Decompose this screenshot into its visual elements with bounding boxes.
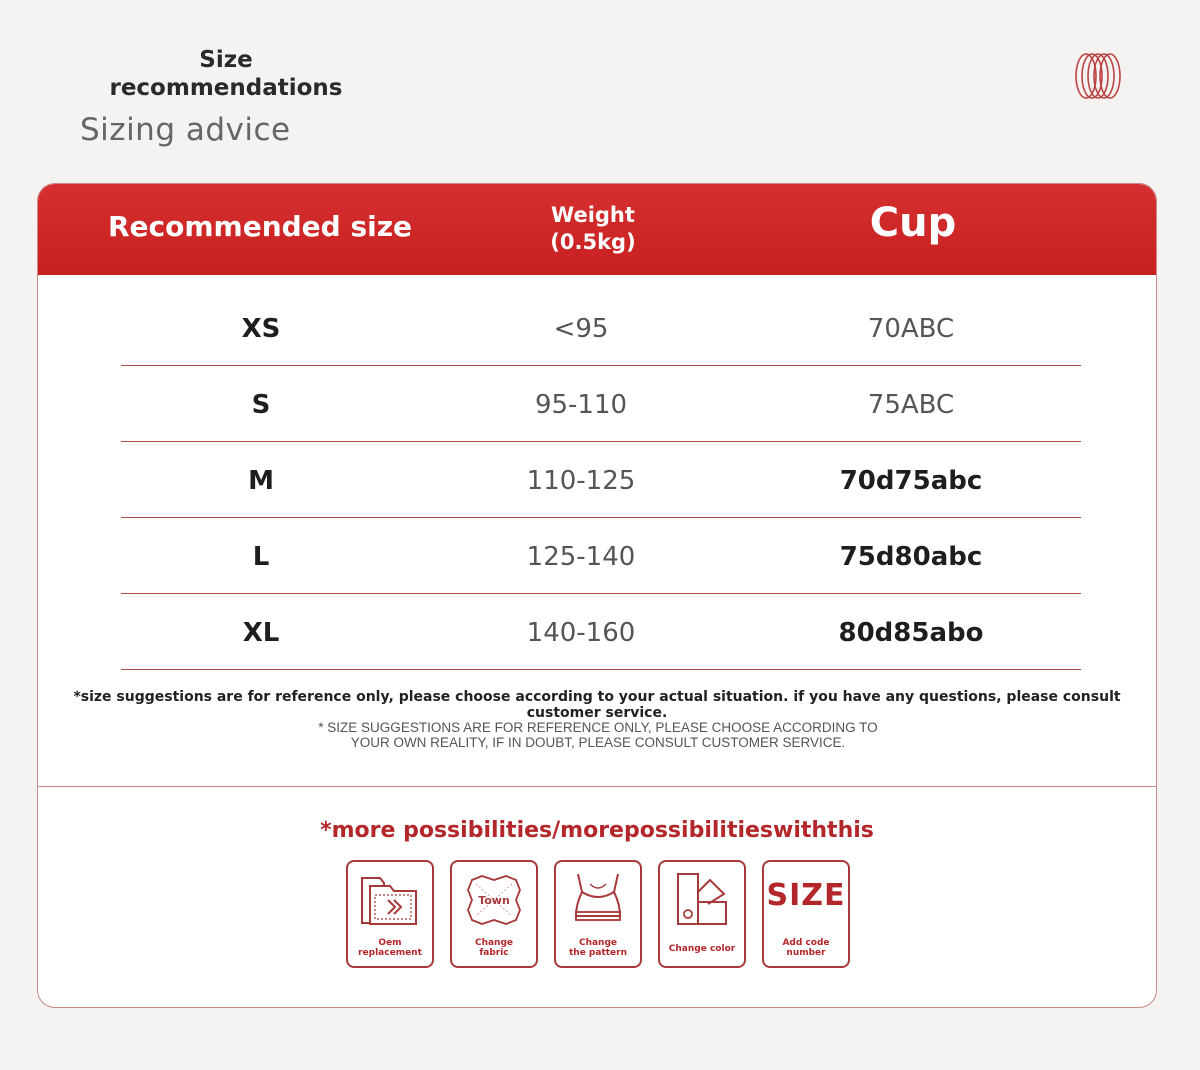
service-label: Add code number xyxy=(782,938,830,958)
page-title: Size recommendations xyxy=(109,47,343,101)
bra-icon xyxy=(566,868,630,932)
service-label: Oem replacement xyxy=(358,938,422,958)
service-label: Change the pattern xyxy=(568,938,628,958)
cup-cell: 80d85abo xyxy=(838,618,984,648)
table-row xyxy=(121,594,1081,670)
cup-cell: 75ABC xyxy=(867,390,955,420)
more-possibilities-heading: *more possibilities/morepossibilitieswiththis xyxy=(320,818,874,843)
section-divider xyxy=(38,786,1156,787)
weight-cell: 110-125 xyxy=(526,466,636,496)
table-row xyxy=(121,366,1081,442)
reference-note-caps: * SIZE SUGGESTIONS ARE FOR REFERENCE ONLY, PLEASE CHOOSE ACCORDING TO YOUR OWN REALITY, IF IN DOUBT, PLEASE CONSULT CUSTOMER SERVICE. xyxy=(318,720,878,750)
service-icons xyxy=(346,860,866,972)
weight-cell: 125-140 xyxy=(526,542,636,572)
weight-cell: 95-110 xyxy=(534,390,628,420)
cup-cell: 70ABC xyxy=(867,314,955,344)
table-row xyxy=(121,442,1081,518)
cup-cell: 70d75abc xyxy=(839,466,983,496)
page-subtitle: Sizing advice xyxy=(80,112,291,148)
size-cell: XS xyxy=(241,314,281,344)
size-cell: XL xyxy=(242,618,280,648)
cup-cell: 75d80abc xyxy=(839,542,983,572)
table-row xyxy=(121,518,1081,594)
service-item-fabric xyxy=(450,860,538,968)
header-weight: Weight (0.5kg) xyxy=(550,203,636,254)
rings-icon xyxy=(1072,50,1124,102)
table-row xyxy=(121,290,1081,366)
svg-text:Town: Town xyxy=(478,894,510,907)
service-item-oem xyxy=(346,860,434,968)
size-chart-card xyxy=(37,183,1157,1008)
size-cell: M xyxy=(248,466,274,496)
size-table xyxy=(121,290,1081,670)
header-recommended-size: Recommended size xyxy=(107,210,413,243)
size-cell: S xyxy=(251,390,271,420)
size-icon: SIZE xyxy=(766,878,846,913)
table-header xyxy=(38,184,1156,275)
service-label: Change color xyxy=(668,944,736,954)
folder-arrow-icon xyxy=(358,868,422,932)
service-item-color xyxy=(658,860,746,968)
weight-cell: 140-160 xyxy=(526,618,636,648)
header-cup: Cup xyxy=(869,200,957,246)
service-label: Change fabric xyxy=(474,938,514,958)
color-swatch-icon xyxy=(670,868,734,932)
weight-cell: <95 xyxy=(553,314,609,344)
fabric-icon xyxy=(462,868,526,932)
service-item-pattern xyxy=(554,860,642,968)
size-cell: L xyxy=(252,542,270,572)
service-item-size xyxy=(762,860,850,968)
reference-note: *size suggestions are for reference only, please choose according to your actual situation. if you have any questions, please consult customer service. xyxy=(73,689,1121,721)
